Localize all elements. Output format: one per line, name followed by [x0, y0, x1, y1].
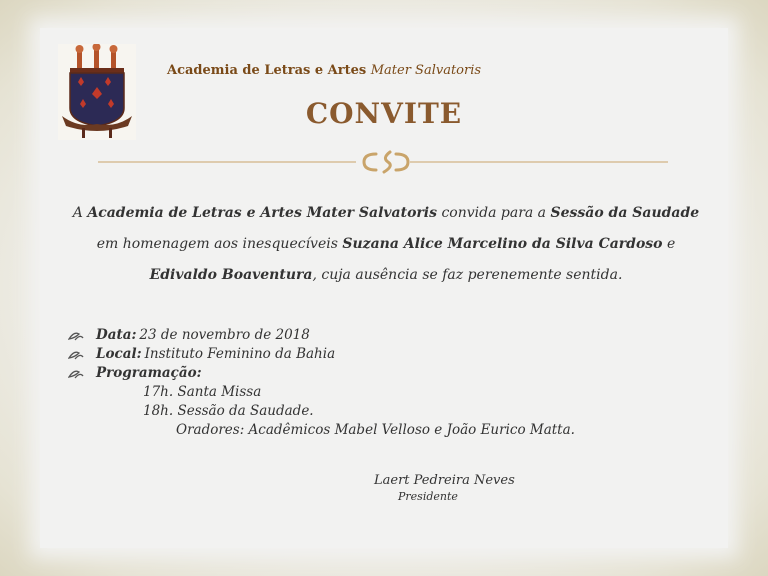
date-label: Data: — [96, 327, 137, 343]
invitation-text — [62, 198, 710, 291]
ornament-bullet-icon — [68, 349, 84, 361]
speakers-line: Oradores: Acadêmicos Mabel Velloso e João Eurico Matta. — [176, 422, 575, 438]
program-label: Programação: — [96, 365, 202, 381]
signature-role: Presidente — [398, 490, 458, 503]
org-header — [167, 63, 481, 78]
program-item: 17h. Santa Missa — [143, 384, 262, 400]
detail-local — [68, 345, 575, 364]
ornament-flourish-icon — [364, 152, 408, 172]
page-title: CONVITE — [305, 97, 463, 130]
ornament-divider — [98, 148, 668, 174]
date-value: 23 de novembro de 2018 — [139, 327, 310, 343]
invitation-text-part: convida para a — [437, 205, 551, 221]
program-item: 18h. Sessão da Saudade. — [143, 403, 314, 419]
invitation-academy-name: Academia de Letras e Artes Mater Salvatoris — [87, 205, 437, 221]
invitation-text-part: em homenagem aos inesquecíveis — [96, 236, 343, 252]
org-name: Academia de Letras e Artes — [167, 63, 367, 78]
ornament-bullet-icon — [68, 368, 84, 380]
local-value: Instituto Feminino da Bahia — [144, 346, 336, 362]
invitation-text-part: e — [662, 236, 676, 252]
invitation-text-part: A — [72, 205, 88, 221]
ornament-bullet-icon — [68, 330, 84, 342]
detail-program — [68, 364, 575, 383]
invitation-session-name: Sessão da Saudade — [550, 205, 700, 221]
honoree-name: Edivaldo Boaventura — [149, 267, 313, 283]
event-details — [68, 326, 575, 440]
detail-date — [68, 326, 575, 345]
signature-name: Laert Pedreira Neves — [374, 473, 515, 488]
honoree-name: Suzana Alice Marcelino da Silva Cardoso — [342, 236, 663, 252]
local-label: Local: — [96, 346, 142, 362]
invitation-text-part: , cuja ausência se faz perenemente sentida. — [312, 267, 623, 283]
org-name-italic: Mater Salvatoris — [370, 63, 482, 78]
